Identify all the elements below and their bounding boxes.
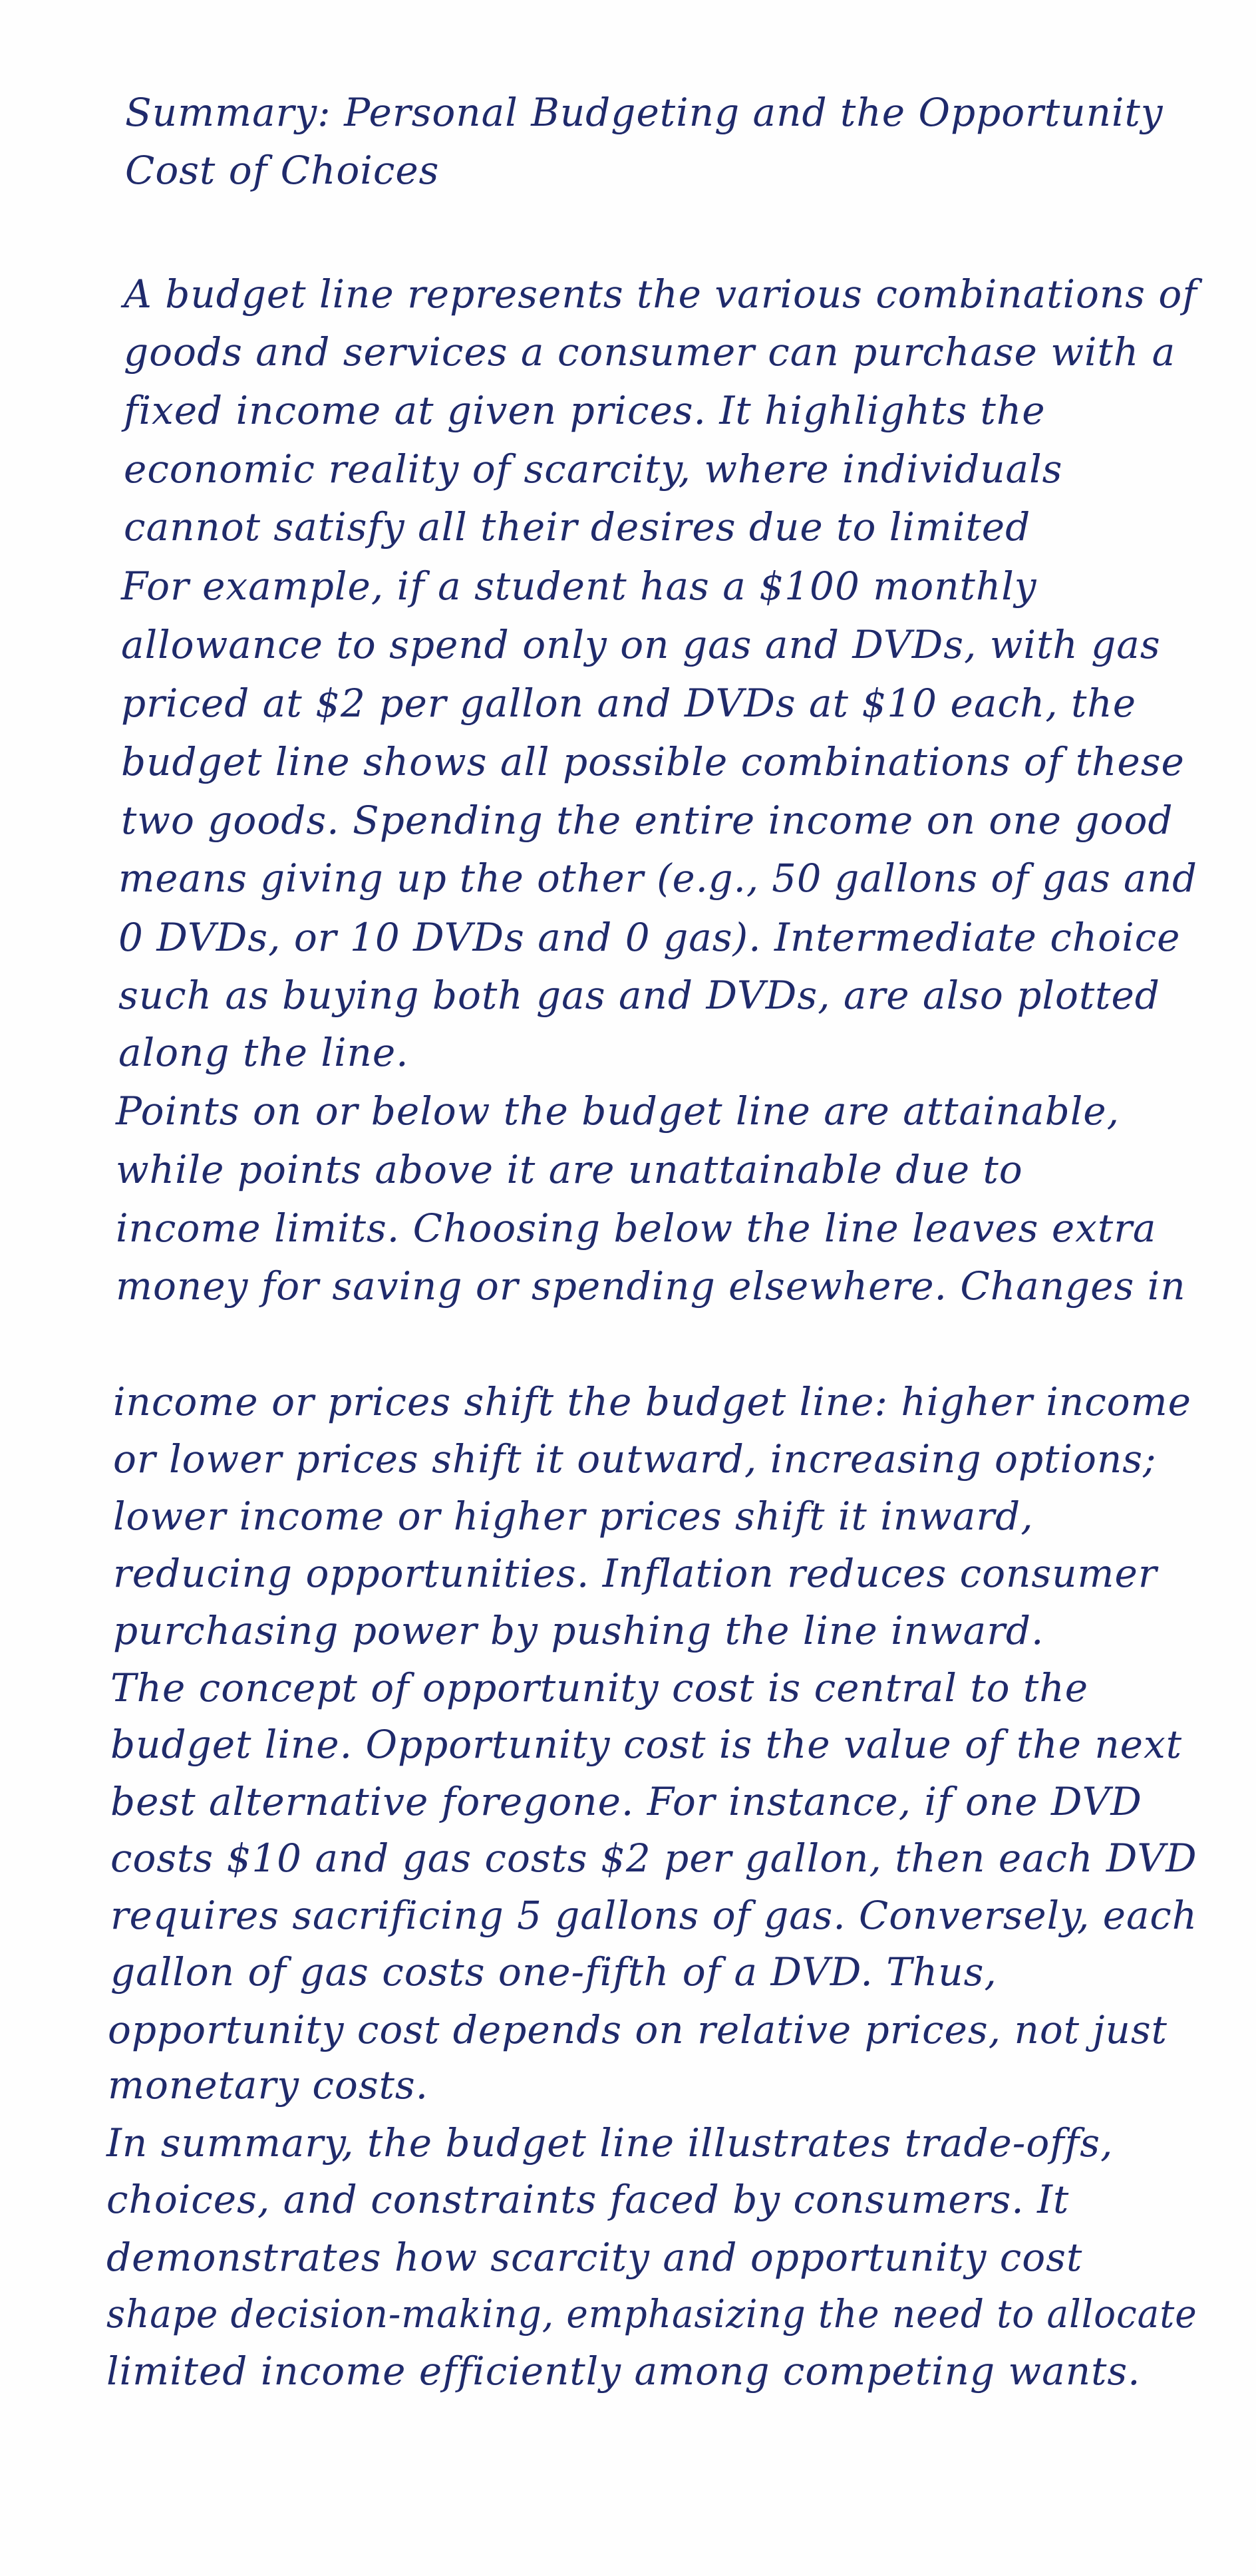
body-line: 0 DVDs, or 10 DVDs and 0 gas). Intermediate choice	[118, 915, 1181, 960]
body-line: purchasing power by pushing the line inward.	[113, 1608, 1044, 1653]
body-line: or lower prices shift it outward, increasing options;	[113, 1436, 1157, 1482]
body-line: budget line shows all possible combinations of these	[121, 739, 1185, 784]
body-line: income limits. Choosing below the line leaves extra	[116, 1206, 1157, 1251]
body-line: limited income efficiently among competing wants.	[106, 2348, 1141, 2394]
body-line: lower income or higher prices shift it inward,	[113, 1494, 1034, 1539]
body-line: opportunity cost depends on relative prices, not just	[108, 2007, 1168, 2052]
body-line: The concept of opportunity cost is central to the	[110, 1665, 1089, 1710]
body-line: while points above it are unattainable due to	[116, 1147, 1023, 1192]
body-line: requires sacrificing 5 gallons of gas. Conversely, each	[110, 1893, 1197, 1938]
body-line: Points on or below the budget line are attainable,	[116, 1088, 1120, 1134]
body-line: costs $10 and gas costs $2 per gallon, then each DVD	[110, 1836, 1197, 1881]
body-line: shape decision-making, emphasizing the need to allocate	[106, 2291, 1197, 2336]
body-line: gallon of gas costs one-fifth of a DVD. Thus,	[110, 1949, 997, 1995]
body-line: monetary costs.	[108, 2062, 429, 2108]
body-line: along the line.	[118, 1030, 409, 1075]
body-line: demonstrates how scarcity and opportunity cost	[106, 2235, 1083, 2280]
body-line: two goods. Spending the entire income on one good	[121, 798, 1174, 843]
body-line: budget line. Opportunity cost is the value of the next	[110, 1722, 1183, 1767]
body-line: reducing opportunities. Inflation reduces consumer	[113, 1551, 1158, 1596]
body-line: income or prices shift the budget line: higher income	[113, 1379, 1191, 1424]
body-line: allowance to spend only on gas and DVDs, with gas	[121, 622, 1161, 667]
body-line: fixed income at given prices. It highlights the	[124, 388, 1046, 433]
body-line: best alternative foregone. For instance, if one DVD	[110, 1779, 1142, 1824]
body-line: priced at $2 per gallon and DVDs at $10 each, the	[121, 681, 1137, 726]
body-line: money for saving or spending elsewhere. Changes in	[116, 1263, 1186, 1309]
body-line: economic reality of scarcity, where individuals	[124, 446, 1063, 492]
body-line: cannot satisfy all their desires due to limited	[124, 504, 1031, 550]
body-line: In summary, the budget line illustrates trade-offs,	[106, 2120, 1114, 2166]
body-line: goods and services a consumer can purchase with a	[124, 329, 1176, 375]
title-line-2: Cost of Choices	[125, 148, 440, 193]
body-line: means giving up the other (e.g., 50 gallons of gas and	[118, 856, 1197, 901]
title-line-1: Summary: Personal Budgeting and the Opportunity	[125, 90, 1164, 135]
body-line: choices, and constraints faced by consumers. It	[106, 2177, 1070, 2222]
body-line: such as buying both gas and DVDs, are also plotted	[118, 973, 1160, 1018]
body-line: For example, if a student has a $100 monthly	[121, 564, 1037, 609]
body-line: A budget line represents the various combinations of	[124, 271, 1197, 317]
